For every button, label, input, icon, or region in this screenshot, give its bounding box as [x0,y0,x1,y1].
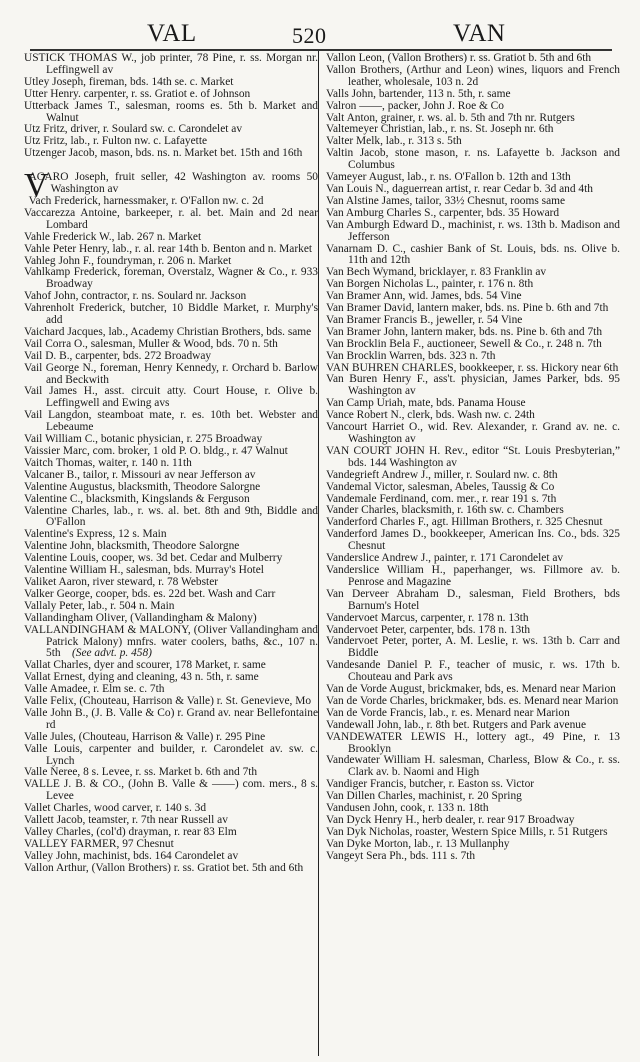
directory-entry: Van Dyke Morton, lab., r. 13 Mullanphy [326,837,510,850]
directory-entry: Van Camp Uriah, mate, bds. Panama House [326,397,526,410]
right-column [326,53,620,863]
running-head-left: VAL [147,20,197,47]
directory-entry: Valentine's Express, 12 s. Main [24,528,167,541]
directory-entry: Valiket Aaron, river steward, r. 78 Webster [24,575,219,588]
directory-entry: Vallon Brothers, (Arthur and Leon) wines, liquors and French leather, wholesale, 103 n. 2d [326,63,620,88]
directory-entry: Van Dyk Nicholas, roaster, Western Spice Mills, r. 51 Rutgers [326,825,608,838]
directory-entry: VAN COURT JOHN H. Rev., editor “St. Louis Presbyterian,” bds. 144 Washington av [326,444,620,469]
directory-entry: Valle John B., (J. B. Valle & Co) r. Grand av. near Bellefontaine rd [24,706,318,731]
directory-entry: Vallandingham Oliver, (Vallandingham & Malony) [24,611,257,624]
directory-entry: Vail James H., asst. circuit atty. Court House, r. Olive b. Leffingwell and Ewing avs [24,385,318,410]
directory-entry: Vallon Arthur, (Vallon Brothers) r. ss. Gratiot bet. 5th and 6th [24,861,304,874]
directory-entry: Valron ——, packer, John J. Roe & Co [326,99,504,112]
directory-entry: Vanderslice William H., paperhanger, ws. Fillmore av. b. Penrose and Magazine [326,563,620,588]
directory-entry: Vandusen John, cook, r. 133 n. 18th [326,802,489,815]
directory-entry: Van Brocklin Warren, bds. 323 n. 7th [326,349,496,362]
directory-entry: Vandemal Victor, salesman, Abeles, Taussig & Co [326,480,555,493]
directory-entry: Vach Frederick, harnessmaker, r. O'Fallon nw. c. 2d [28,194,264,207]
directory-entry: Vanarnam D. C., cashier Bank of St. Louis, bds. ns. Olive b. 11th and 12th [326,242,620,267]
directory-entry: Vancourt Harriet O., wid. Rev. Alexander, r. Grand av. ne. c. Washington av [326,421,620,445]
directory-entry: Vahleg John F., foundryman, r. 206 n. Market [24,254,232,267]
directory-entry: Vanderford Charles F., agt. Hillman Brothers, r. 325 Chesnut [326,516,603,529]
directory-entry: Valentine John, blacksmith, Theodore Salorgne [24,540,240,553]
directory-entry: Valle Neree, 8 s. Levee, r. ss. Market b. 6th and 7th [24,766,258,779]
directory-entry: Valle Amadee, r. Elm se. c. 7th [24,683,165,696]
directory-entry: Vanderslice Andrew J., painter, r. 171 Carondelet av [326,552,564,565]
directory-entry: Vandegrieft Andrew J., miller, r. Soulard nw. c. 8th [326,468,558,481]
directory-entry: Utzenger Jacob, mason, bds. ns. n. Market bet. 15th and 16th [24,147,303,160]
directory-entry: Vaitch Thomas, waiter, r. 140 n. 11th [24,456,192,469]
directory-entry: Vandervoet Peter, carpenter, bds. 178 n. 13th [326,623,531,636]
directory-entry: Van de Vorde Charles, brickmaker, bds. es. Menard near Marion [326,694,619,707]
directory-entry: Van Amburgh Edward D., machinist, r. ws. 13th b. Madison and Jefferson [326,218,620,243]
directory-entry: VALLANDINGHAM & MALONY, (Oliver Vallandingham and Patrick Malony) mnfrs. water coolers, baths, &c., 107 n. 5th (See advt. p. 458) [24,623,318,660]
directory-entry: Vallat Charles, dyer and scourer, 178 Market, r. same [24,659,266,672]
directory-entry: Vail George N., foreman, Henry Kennedy, r. Orchard b. Barlow and Beckwith [24,361,318,386]
directory-entry: Valentine Louis, cooper, ws. 3d bet. Cedar and Mulberry [24,552,283,565]
directory-entry: Van Buren Henry F., ass't. physician, James Parker, bds. 95 Washington av [326,373,620,398]
directory-entry: Valle Louis, carpenter and builder, r. Carondelet av. sw. c. Lynch [24,742,318,767]
directory-entry: Van de Vorde August, brickmaker, bds, es. Menard near Marion [326,683,616,696]
directory-entry: Van Bech Wymand, bricklayer, r. 83 Franklin av [326,266,547,279]
directory-entry: Van Amburg Charles S., carpenter, bds. 35 Howard [326,206,560,219]
running-head-right: VAN [453,20,506,47]
directory-entry: Vandemale Ferdinand, com. mer., r. rear 191 s. 7th [326,492,557,505]
directory-entry: Vallett Jacob, teamster, r. 7th near Russell av [24,814,228,827]
directory-entry: Vandervoet Marcus, carpenter, r. 178 n. 13th [326,611,529,624]
column-divider [318,51,319,1056]
directory-entry: Vaccarezza Antoine, barkeeper, r. al. bet. Main and 2d near Lombard [24,206,318,231]
directory-entry: Vandewall John, lab., r. 8th bet. Rutgers and Park avenue [326,718,587,731]
directory-entry: Valley Charles, (col'd) drayman, r. rear 83 Elm [24,826,237,838]
directory-entry: Valter Melk, lab., r. 313 s. 5th [326,135,462,148]
directory-entry: Vaissier Marc, com. broker, 1 old P. O. bldg., r. 47 Walnut [24,445,288,457]
directory-entry: Vahle Peter Henry, lab., r. al. rear 14th b. Benton and n. Market [24,242,313,255]
directory-entry: Vance Robert N., clerk, bds. Wash nw. c. 24th [326,409,535,422]
directory-entry: Vahrenholt Frederick, butcher, 10 Biddle Market, r. Murphy's add [24,302,318,327]
directory-entry: Valle Jules, (Chouteau, Harrison & Valle) r. 295 Pine [24,730,266,743]
directory-entry: VANDEWATER LEWIS H., lottery agt., 49 Pine, r. 13 Brooklyn [326,730,620,755]
directory-entry: Valcaner B., tailor, r. Missouri av near Jefferson av [24,468,256,481]
directory-entry: Vander Charles, blacksmith, r. 16th sw. c. Chambers [326,504,564,517]
directory-entry: Van de Vorde Francis, lab., r. es. Menard near Marion [326,706,570,719]
directory-entry: Valls John, bartender, 113 n. 5th, r. same [326,87,511,100]
directory-entry: Utz Fritz, driver, r. Soulard sw. c. Carondelet av [24,123,243,136]
directory-entry: Valentine Charles, lab., r. ws. al. bet. 8th and 9th, Biddle and O'Fallon [24,504,318,529]
dropcap-entry-text: ACARO Joseph, fruit seller, 42 Washington av. rooms 50 Washington av [28,171,318,196]
directory-entry: Vail D. B., carpenter, bds. 272 Broadway [24,349,212,362]
directory-entry: VAN BUHREN CHARLES, bookkeeper, r. ss. Hickory near 6th [326,361,619,374]
directory-entry: VALLEY FARMER, 97 Chesnut [24,837,174,850]
directory-entry: Van Alstine James, tailor, 33½ Chesnut, rooms same [326,194,566,207]
directory-entry: Vangeyt Sera Ph., bds. 111 s. 7th [326,849,476,862]
directory-entry: Vandewater William H. salesman, Charless, Blow & Co., r. ss. Clark av. b. Naomi and High [326,754,620,779]
directory-entry: Van Bramer Francis B., jeweller, r. 54 Vine [326,313,523,326]
directory-entry: Van Bramer John, lantern maker, bds. ns. Pine b. 6th and 7th [326,325,603,338]
directory-entry: Utter Henry. carpenter, r. ss. Gratiot e. of Johnson [24,87,251,100]
header-rule [30,49,612,51]
directory-entry: Utley Joseph, fireman, bds. 14th se. c. Market [24,75,234,88]
directory-entry: Van Dillen Charles, machinist, r. 20 Spring [326,790,522,803]
directory-entry: Vail William C., botanic physician, r. 275 Broadway [24,433,263,446]
advert-reference: (See advt. p. 458) [71,647,152,660]
directory-entry: Valtin Jacob, stone mason, r. ns. Lafayette b. Jackson and Columbus [326,147,620,172]
directory-entry: Utz Fritz, lab., r. Fulton nw. c. Lafayette [24,135,208,148]
directory-entry: Valentine Augustus, blacksmith, Theodore Salorgne [24,480,261,493]
directory-entry: Vandiger Francis, butcher, r. Easton ss. Victor [326,778,535,791]
directory-entry: Vandervoet Peter, porter, A. M. Leslie, r. ws. 13th b. Carr and Biddle [326,635,620,660]
directory-entry: Vallaly Peter, lab., r. 504 n. Main [24,599,175,612]
directory-entry: Vahle Frederick W., lab. 267 n. Market [24,230,202,243]
directory-entry: Vallon Leon, (Vallon Brothers) r. ss. Gratiot b. 5th and 6th [326,52,592,64]
directory-entry: Vanderford James D., bookkeeper, American Ins. Co., bds. 325 Chesnut [326,528,620,553]
directory-entry: Valley John, machinist, bds. 164 Carondelet av [24,849,239,862]
directory-entry: Valentine William H., salesman, bds. Murray's Hotel [24,564,264,577]
directory-entry: Valentine C., blacksmith, Kingslands & Ferguson [24,492,250,505]
directory-entry: Vail Corra O., salesman, Muller & Wood, bds. 70 n. 5th [24,337,278,350]
directory-entry: Vahof John, contractor, r. ns. Soulard nr. Jackson [24,290,247,303]
left-column [24,53,318,875]
directory-entry: Vallat Ernest, dying and cleaning, 43 n. 5th, r. same [24,671,259,684]
directory-entry: USTICK THOMAS W., job printer, 78 Pine, r. ss. Morgan nr. Leffingwell av [24,52,318,76]
directory-entry: VALLE J. B. & CO., (John B. Valle & ——) com. mers., 8 s. Levee [24,778,318,803]
directory-entry: Utterback James T., salesman, rooms es. 5th b. Market and Walnut [24,99,318,124]
directory-entry: Valker George, cooper, bds. es. 22d bet. Wash and Carr [24,587,276,600]
directory-entry: Van Bramer Ann, wid. James, bds. 54 Vine [326,290,522,303]
directory-entry: Vameyer August, lab., r. ns. O'Fallon b. 12th and 13th [326,171,571,184]
directory-entry: Valtemeyer Christian, lab., r. ns. St. Joseph nr. 6th [326,123,554,136]
directory-entry: Valle Felix, (Chouteau, Harrison & Valle) r. St. Genevieve, Mo [24,695,312,708]
directory-entry: Van Derveer Abraham D., salesman, Field Brothers, bds Barnum's Hotel [326,587,620,612]
directory-entry: Vahlkamp Frederick, foreman, Overstalz, Wagner & Co., r. 933 Broadway [24,266,318,291]
directory-entry: Vallet Charles, wood carver, r. 140 s. 3d [24,802,207,815]
directory-entry: Valt Anton, grainer, r. ws. al. b. 5th and 7th nr. Rutgers [326,111,575,124]
directory-entry: Vaichard Jacques, lab., Academy Christian Brothers, bds. same [24,325,312,338]
directory-entry: Van Brocklin Bela F., auctioneer, Sewell & Co., r. 248 n. 7th [326,337,602,350]
drop-cap-letter: V [24,167,49,205]
directory-entry: Van Dyck Henry H., herb dealer, r. rear 917 Broadway [326,814,575,826]
directory-entry: Van Bramer David, lantern maker, bds. ns. Pine b. 6th and 7th [326,302,609,315]
directory-entry: Vandesande Daniel P. F., teacher of music, r. ws. 17th b. Chouteau and Park avs [326,659,620,684]
page-number: 520 [292,23,327,48]
directory-entry: Vail Langdon, steamboat mate, r. es. 10th bet. Webster and Lebeaume [24,409,318,434]
directory-entry: Van Louis N., daguerrean artist, r. rear Cedar b. 3d and 4th [326,182,593,195]
directory-entry: Van Borgen Nicholas L., painter, r. 176 n. 8th [326,278,534,291]
